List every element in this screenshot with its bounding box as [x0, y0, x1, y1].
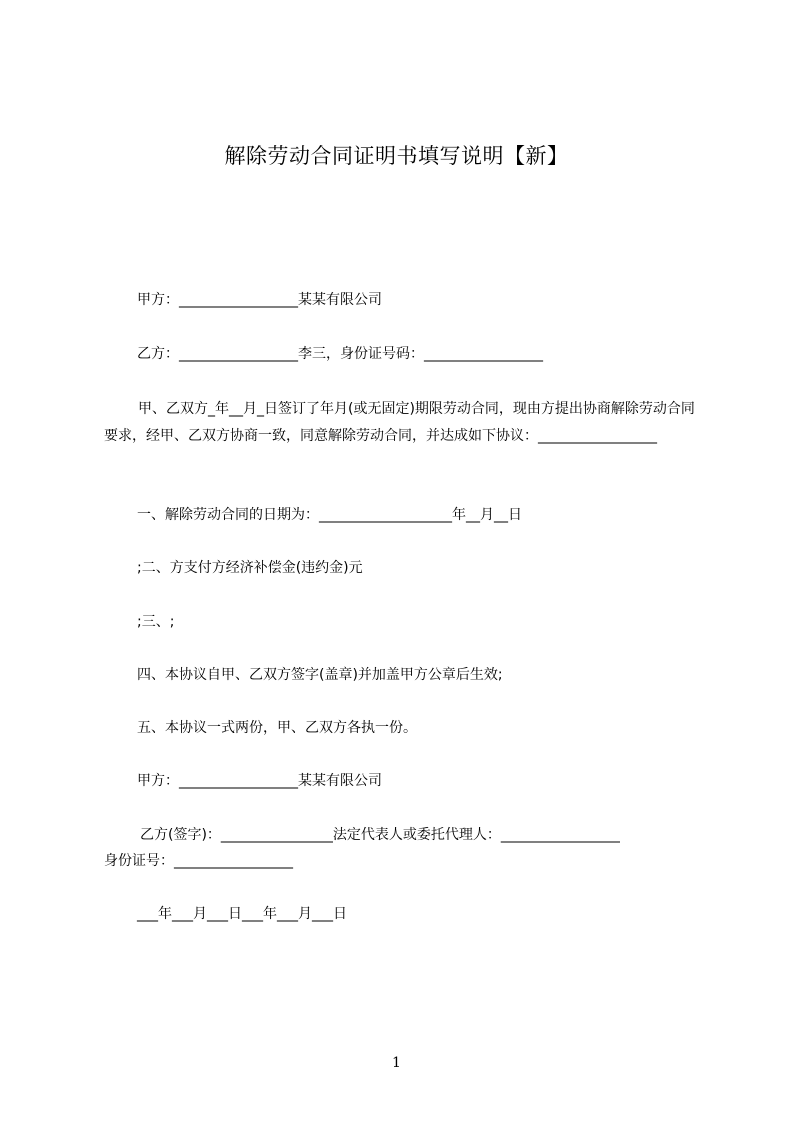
id-number-line: 身份证号：_________________ [104, 853, 293, 869]
page-title: 解除劳动合同证明书填写说明【新】 [224, 144, 569, 168]
signature-party-b: 乙方(签字)：________________法定代表人或委托代理人：_________________ [140, 827, 620, 843]
party-a-line: 甲方：_________________某某有限公司 [137, 292, 382, 308]
clause-4: 四、本协议自甲、乙双方签字(盖章)并加盖甲方公章后生效; [137, 667, 503, 683]
clause-3: ;三、; [137, 614, 175, 630]
page-number: 1 [392, 1055, 401, 1071]
date-line: ___年___月___日___年___月___日 [137, 906, 347, 922]
intro-paragraph: 甲、乙双方_年__月_日签订了年月(或无固定)期限劳动合同，现由方提出协商解除劳动合同要求，经甲、乙双方协商一致，同意解除劳动合同，并达成如下协议：_________________ [104, 401, 695, 444]
party-b-line: 乙方：_________________李三，身份证号码：_________________ [137, 346, 543, 362]
clause-1: 一、解除劳动合同的日期为：___________________年__月__日 [137, 507, 522, 523]
clause-2: ;二、方支付方经济补偿金(违约金)元 [137, 560, 363, 576]
clause-5: 五、本协议一式两份，甲、乙双方各执一份。 [137, 720, 417, 736]
signature-party-a: 甲方：_________________某某有限公司 [137, 773, 382, 789]
